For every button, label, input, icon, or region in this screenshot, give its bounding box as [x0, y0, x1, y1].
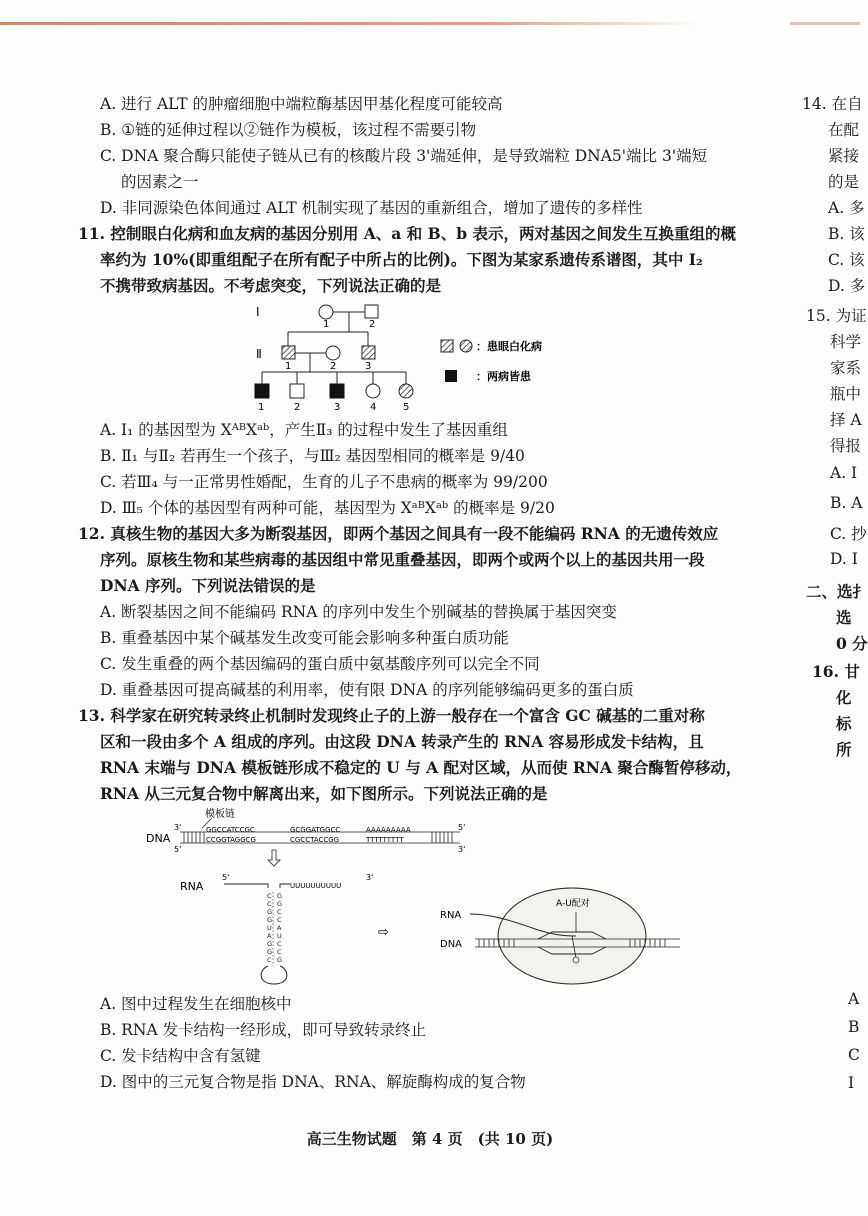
legend-circle-hatched — [460, 340, 472, 352]
q11-option-b: B. Ⅱ₁ 与Ⅱ₂ 若再生一个孩子，与Ⅲ₂ 基因型相同的概率是 9/40 — [100, 447, 525, 465]
svg-text:U: U — [277, 932, 282, 940]
pedigree-II3 — [362, 346, 375, 359]
pedigree-III2 — [290, 384, 304, 398]
svg-text:5': 5' — [222, 873, 230, 882]
pedigree-II2 — [326, 346, 340, 360]
q10-option-c: C. DNA 聚合酶只能使子链从已有的核酸片段 3'端延伸，是导致端粒 DNA5'端比 3'端短 — [100, 147, 708, 165]
right-col-item: C — [848, 1046, 860, 1064]
right-col-item: 择 A — [830, 411, 862, 429]
legend-albinism: ：患眼白化病 — [476, 340, 542, 353]
svg-text:2: 2 — [294, 402, 301, 413]
right-col-item: 在配 — [828, 121, 860, 139]
right-col-item: 0 分 — [836, 634, 868, 653]
svg-text:C: C — [277, 948, 282, 956]
svg-text:G: G — [277, 892, 283, 900]
svg-text:C: C — [267, 892, 272, 900]
q13-option-c: C. 发卡结构中含有氢键 — [100, 1047, 261, 1065]
svg-text:3': 3' — [174, 823, 182, 832]
svg-text:CGCCTACCGG: CGCCTACCGG — [290, 836, 340, 844]
svg-text:4: 4 — [370, 402, 377, 413]
svg-text:GGCCATCCGC: GGCCATCCGC — [206, 826, 255, 834]
svg-text:GCGGATGGCC: GCGGATGGCC — [290, 826, 341, 834]
right-col-item: A. 多 — [828, 199, 865, 217]
svg-text:G: G — [267, 916, 273, 924]
svg-text:TTTTTTTTT: TTTTTTTTT — [366, 836, 404, 844]
q13-option-d: D. 图中的三元复合物是指 DNA、RNA、解旋酶构成的复合物 — [100, 1073, 526, 1091]
svg-text:1: 1 — [285, 361, 292, 372]
svg-text:1: 1 — [258, 402, 265, 413]
q11-stem-1: 11. 控制眼白化病和血友病的基因分别用 A、a 和 B、b 表示，两对基因之间发生互换重组的概 — [78, 224, 736, 243]
q13-stem-4: RNA 从三元复合物中解离出来，如下图所示。下列说法正确的是 — [100, 784, 548, 803]
q12-stem-2: 序列。原核生物和某些病毒的基因组中常见重叠基因，即两个或两个以上的基因共用一段 — [100, 550, 705, 569]
right-col-item: C. 该 — [828, 251, 865, 269]
svg-text:CCGGTAGGCG: CCGGTAGGCG — [206, 836, 256, 844]
svg-text:A: A — [267, 932, 272, 940]
q12-option-d: D. 重叠基因可提高碱基的利用率，使有限 DNA 的序列能够编码更多的蛋白质 — [100, 681, 634, 699]
pedigree-III1 — [255, 384, 269, 398]
right-col-item: 16. 甘 — [812, 662, 860, 681]
rna-label-2: RNA — [440, 910, 462, 921]
right-col-item: A. I — [830, 464, 858, 482]
q13-stem-2: 区和一段由多个 A 组成的序列。由这段 DNA 转录产生的 RNA 容易形成发卡结构，且 — [100, 732, 704, 751]
pedigree-II1 — [282, 346, 295, 359]
right-col-item: C. 抄 — [830, 525, 867, 543]
right-col-item: 二、选扌 — [806, 582, 868, 601]
right-col-item: 化 — [836, 688, 852, 707]
svg-text:A: A — [277, 924, 282, 932]
svg-text:G: G — [267, 940, 273, 948]
right-col-item: 紧接 — [828, 147, 860, 165]
q13-option-b: B. RNA 发卡结构一经形成，即可导致转录终止 — [100, 1021, 427, 1039]
right-col-item: B. 该 — [828, 225, 865, 243]
q11-stem-3: 不携带致病基因。不考虑突变，下列说法正确的是 — [100, 276, 442, 295]
right-col-item: 14. 在自 — [802, 95, 863, 113]
right-col-item: 所 — [836, 740, 852, 759]
q11-option-a: A. Ⅰ₁ 的基因型为 XᴬᴮXᵃᵇ，产生Ⅱ₃ 的过程中发生了基因重组 — [100, 421, 508, 439]
q12-option-a: A. 断裂基因之间不能编码 RNA 的序列中发生个别碱基的替换属于基因突变 — [100, 603, 617, 621]
pedigree-III4 — [366, 384, 380, 398]
pedigree-I2 — [365, 305, 378, 318]
right-col-item: 科学 — [830, 333, 862, 351]
right-col-item: 15. 为证 — [806, 307, 867, 325]
svg-text:C: C — [267, 900, 272, 908]
q12-stem-1: 12. 真核生物的基因大多为断裂基因，即两个基因之间具有一段不能编码 RNA 的无遗传效应 — [78, 524, 719, 543]
svg-text:C: C — [277, 908, 282, 916]
dna-label-2: DNA — [440, 939, 463, 950]
q13-stem-3: RNA 末端与 DNA 模板链形成不稳定的 U 与 A 配对区域，从而使 RNA 聚合酶暂停移动， — [100, 758, 742, 777]
pedigree-chart — [240, 300, 620, 420]
svg-text:C: C — [277, 940, 282, 948]
legend-square-filled — [445, 370, 457, 382]
right-col-item: I — [848, 1074, 855, 1092]
svg-text:2: 2 — [330, 361, 337, 372]
dna-label: DNA — [146, 832, 171, 845]
right-col-item: 选 — [836, 608, 852, 627]
au-pairing-label: A-U配对 — [556, 899, 590, 909]
q13-option-a: A. 图中过程发生在细胞核中 — [100, 995, 292, 1013]
rna-label: RNA — [180, 880, 204, 893]
pedigree-III5 — [399, 384, 413, 398]
right-col-item: 家系 — [830, 359, 862, 377]
q11-stem-2: 率约为 10%(即重组配子在所有配子中所占的比例)。下图为某家系遗传系谱图，其中 Ⅰ₂ — [100, 250, 703, 269]
page-footer: 高三生物试题 第 4 页 (共 10 页) — [306, 1130, 554, 1148]
right-col-item: 瓶中 — [830, 385, 862, 403]
right-col-item: 标 — [836, 714, 852, 733]
q10-option-c-cont: 的因素之一 — [121, 173, 199, 191]
right-col-item: 得报 — [830, 437, 862, 455]
top-decoration-bar — [0, 22, 700, 25]
right-col-item: A — [848, 990, 860, 1008]
legend-square-hatched — [441, 340, 453, 352]
q11-option-c: C. 若Ⅲ₄ 与一正常男性婚配，生育的儿子不患病的概率为 99/200 — [100, 473, 548, 491]
right-col-item: D. I — [830, 550, 858, 568]
q11-option-d: D. Ⅲ₅ 个体的基因型有两种可能，基因型为 XᵃᴮXᵃᵇ 的概率是 9/20 — [100, 499, 555, 517]
svg-text:3': 3' — [458, 845, 466, 854]
svg-text:U: U — [267, 924, 272, 932]
gen-label-1: Ⅰ — [256, 305, 260, 319]
svg-text:1: 1 — [323, 319, 330, 330]
right-col-item: B. A — [830, 494, 863, 512]
top-decoration-bar-right — [790, 22, 860, 25]
template-strand-label: 模板链 — [205, 809, 235, 820]
right-col-item: B — [848, 1018, 860, 1036]
gen-label-2: Ⅱ — [256, 347, 262, 361]
svg-text:3': 3' — [366, 873, 374, 882]
q10-option-b: B. ①链的延伸过程以②链作为模板，该过程不需要引物 — [100, 121, 477, 139]
svg-text:UUUUUUUUUU: UUUUUUUUUU — [290, 882, 342, 890]
svg-text:G: G — [267, 948, 273, 956]
q10-option-a: A. 进行 ALT 的肿瘤细胞中端粒酶基因甲基化程度可能较高 — [100, 95, 503, 113]
pedigree-III3 — [330, 384, 344, 398]
down-arrow-icon — [268, 850, 280, 866]
svg-text:G: G — [277, 900, 283, 908]
transcription-termination-diagram — [140, 808, 680, 988]
svg-text:2: 2 — [369, 319, 376, 330]
right-col-item: 的是 — [828, 173, 860, 191]
q13-stem-1: 13. 科学家在研究转录终止机制时发现终止子的上游一般存在一个富含 GC 碱基的二重对称 — [78, 706, 705, 725]
svg-text:5': 5' — [174, 845, 182, 854]
svg-text:G: G — [267, 908, 273, 916]
right-col-item: D. 多 — [828, 277, 866, 295]
svg-text:C: C — [277, 916, 282, 924]
svg-text:5': 5' — [458, 823, 466, 832]
svg-text:3: 3 — [334, 402, 341, 413]
q12-stem-3: DNA 序列。下列说法错误的是 — [100, 576, 316, 595]
pedigree-I1 — [319, 305, 333, 319]
legend-both: ：两病皆患 — [476, 370, 531, 383]
svg-text:AAAAAAAAA: AAAAAAAAA — [366, 826, 411, 834]
q10-option-d: D. 非同源染色体间通过 ALT 机制实现了基因的重新组合，增加了遗传的多样性 — [100, 199, 643, 217]
svg-text:G: G — [277, 956, 283, 964]
svg-text:C: C — [267, 956, 272, 964]
right-arrow-icon: ⇨ — [378, 925, 389, 940]
q12-option-b: B. 重叠基因中某个碱基发生改变可能会影响多种蛋白质功能 — [100, 629, 509, 647]
q12-option-c: C. 发生重叠的两个基因编码的蛋白质中氨基酸序列可以完全不同 — [100, 655, 540, 673]
svg-text:5: 5 — [403, 402, 410, 413]
svg-text:3: 3 — [365, 361, 372, 372]
